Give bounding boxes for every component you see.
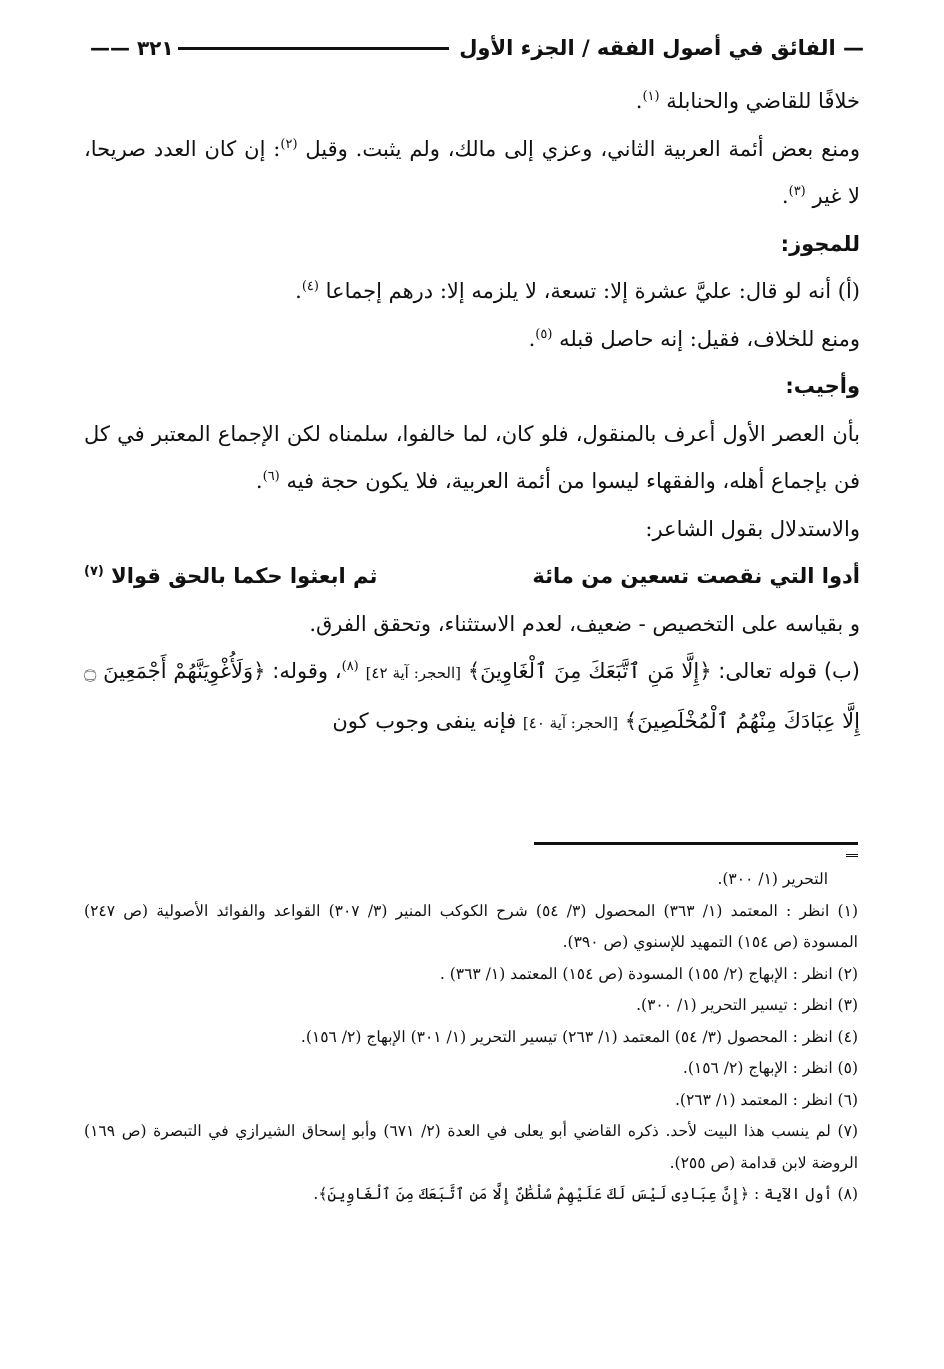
paragraph: خلافًا للقاضي والحنابلة $^{(١)}$. (635, 89, 860, 113)
poetry-verse (84, 553, 860, 601)
quran-quote: ، وقوله: ﴿وَلَأُغْوِيَنَّهُمْ أَجْمَعِينَ ۝ إِلَّا عِبَادَكَ مِنْهُمُ ٱلْمُخْلَصِينَ﴾ (84, 659, 860, 733)
paragraph: بأن العصر الأول أعرف بالمنقول، فلو كان، لما خالفوا، سلمناه لكن الإجماع المعتبر في كل فن بإجماع أهله، والفقهاء ليسوا من أئمة العربية، فلا يكون حجة فيه $^{(٦)}$. (84, 421, 860, 493)
footnote: (٦) انظر : المعتمد (١/ ٢٦٣). (675, 1090, 858, 1109)
paragraph: والاستدلال بقول الشاعر: (645, 516, 860, 541)
footnote-ref: (٨) (341, 659, 359, 674)
footnote-ref: (٣) (788, 184, 806, 199)
paragraph: و بقياسه على التخصيص - ضعيف، لعدم الاستثناء، وتحقق الفرق. (309, 611, 860, 636)
footnotes (84, 864, 858, 1211)
book-title: — الفائق في أصول الفقه / الجزء الأول (453, 36, 864, 60)
footnote-ref: (١) (642, 89, 660, 104)
verse-second-hemistich: ثم ابعثوا حكما بالحق قوالا $^{(٧)}$ (84, 564, 378, 588)
header-rule (178, 47, 450, 50)
footnote-ref: (٦) (262, 469, 280, 484)
section-heading: وأجيب: (785, 374, 860, 398)
footnote: (٥) انظر : الإبهاج (٢/ ١٥٦). (682, 1059, 858, 1077)
verse-reference: [الحجر: آية ٤٠] (522, 713, 619, 732)
main-text (84, 78, 860, 747)
paragraph: ومنع للخلاف، فقيل: إنه حاصل قبله $^{(٥)}$. (528, 326, 860, 351)
paragraph: (أ) أنه لو قال: عليَّ عشرة إلا: تسعة، لا يلزمه إلا: درهم إجماعا $^{(٤)}$. (295, 279, 860, 303)
footnote: (٨) أول الآية : ﴿إِنَّ عِبَادِى لَيْسَ لَكَ عَلَيْهِمْ سُلْطَٰنٌ إِلَّا مَنِ ٱتَّبَعَكَ مِنَ ٱلْغَاوِينَ﴾. (313, 1185, 858, 1203)
quran-quote: (ب) قوله تعالى: ﴿إِلَّا مَنِ ٱتَّبَعَكَ مِنَ ٱلْغَاوِينَ﴾ (467, 659, 860, 683)
running-header (90, 30, 864, 66)
footnote: (٢) انظر : الإبهاج (٢/ ١٥٥) المسودة (ص ١٥٤) المعتمد (١/ ٣٦٣) . (439, 964, 858, 983)
footnote: (٤) انظر : المحصول (٣/ ٥٤) المعتمد (١/ ٢٦٣) تيسير التحرير (١/ ٣٠١) الإبهاج (٢/ ١٥٦). (300, 1027, 858, 1046)
verse-reference: [الحجر: آية ٤٢] (365, 664, 462, 682)
footnote-ref: (٢) (280, 136, 298, 152)
footnote-ref: (٥) (535, 326, 553, 342)
footnote: التحرير (١/ ٣٠٠). (717, 870, 828, 888)
footnote: (١) انظر : المعتمد (١/ ٣٦٣) المحصول (٣/ ٥٤) شرح الكوكب المنير (٣/ ٣٠٧) القواعد والفوائد الأصولية (ص ٢٤٧) المسودة (ص ١٥٤) التمهيد للإسنوي (ص ٣٩٠). (84, 901, 858, 951)
footnote-separator-mark (846, 854, 858, 857)
verse-first-hemistich: أدوا التي نقصت تسعين من مائة (532, 564, 860, 588)
page-number: ٣٢١ —— (90, 36, 174, 60)
footnote-ref: (٧) (84, 564, 104, 579)
footnote: (٣) انظر : تيسير التحرير (١/ ٣٠٠). (636, 996, 858, 1014)
paragraph: (ب) قوله تعالى: ﴿إِلَّا مَنِ ٱتَّبَعَكَ مِنَ ٱلْغَاوِينَ﴾ [الحجر: آية ٤٢] $^{(٨)}$، وقوله: ﴿وَلَأُغْوِيَنَّهُمْ أَجْمَعِينَ ۝ إِلَّا عِبَادَكَ مِنْهُمُ ٱلْمُخْلَصِينَ﴾ [الحجر: آية ٤٠] فإنه ينفى وجوب كون (84, 659, 860, 733)
section-heading: للمجوز: (780, 231, 860, 256)
footnote-separator (534, 842, 858, 845)
footnote-ref: (٤) (301, 279, 319, 294)
paragraph: ومنع بعض أئمة العربية الثاني، وعزي إلى مالك، ولم يثبت. وقيل $^{(٢)}$: إن كان العدد صريحا، لا غير $^{(٣)}$. (84, 136, 860, 208)
footnote: (٧) لم ينسب هذا البيت لأحد. ذكره القاضي أبو يعلى في العدة (٢/ ٦٧١) وأبو إسحاق الشيرازي في التبصرة (ص ١٦٩) الروضة لابن قدامة (ص ٢٥٥). (84, 1122, 858, 1172)
